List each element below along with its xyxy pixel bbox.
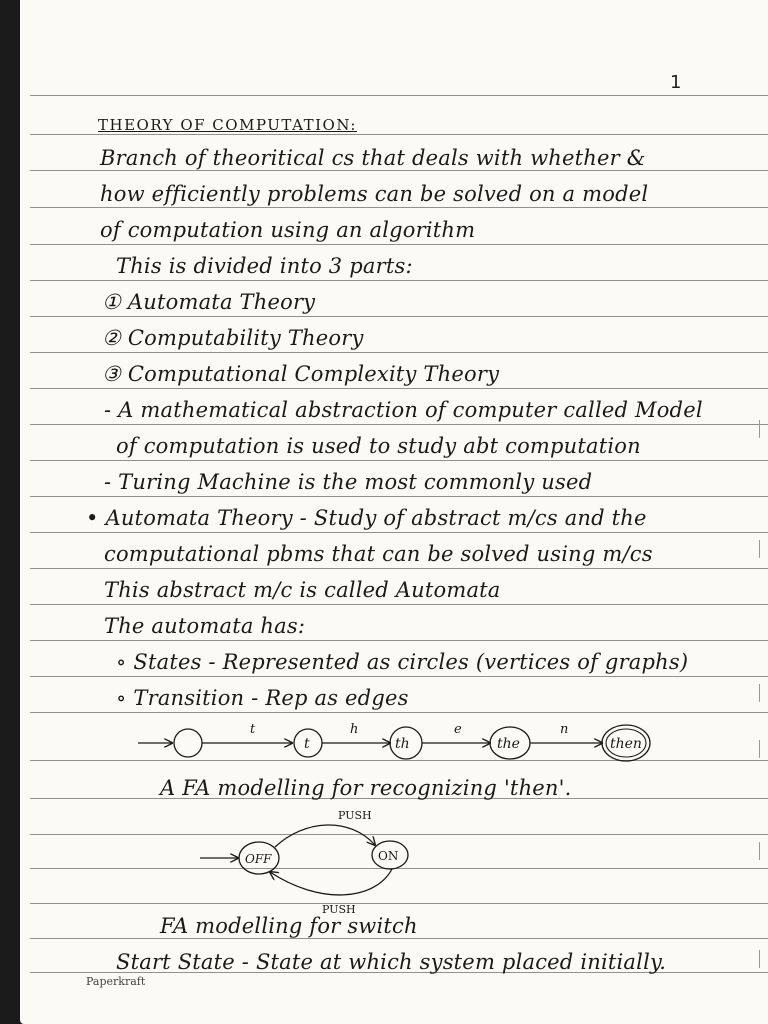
- ruled-line: [30, 676, 768, 677]
- list-item: ∘ Transition - Rep as edges: [116, 686, 409, 710]
- page-title: THEORY OF COMPUTATION:: [98, 116, 357, 134]
- text-line: of computation is used to study abt computation: [116, 434, 641, 458]
- page-number: 1: [670, 72, 682, 93]
- text-line: This abstract m/c is called Automata: [104, 578, 501, 602]
- fa-state-label: OFF: [245, 852, 272, 866]
- ruled-line: [30, 244, 768, 245]
- notebook-page: [20, 0, 768, 1024]
- ruled-line: [30, 95, 768, 96]
- ruled-line: [30, 424, 768, 425]
- fa-transition-label: PUSH: [322, 903, 356, 916]
- ruled-line: [30, 134, 768, 135]
- margin-mark: [759, 684, 764, 702]
- ruled-line: [30, 170, 768, 171]
- text-line: of computation using an algorithm: [100, 218, 476, 242]
- margin-mark: [759, 420, 764, 438]
- list-item: ③ Computational Complexity Theory: [102, 362, 500, 386]
- text-line: The automata has:: [104, 614, 306, 638]
- fa-transition-label: n: [560, 722, 569, 737]
- fa-state-label: then: [610, 736, 642, 752]
- ruled-line: [30, 316, 768, 317]
- diagram-caption: FA modelling for switch: [160, 914, 418, 938]
- margin-mark: [759, 540, 764, 558]
- text-line: - Turing Machine is the most commonly used: [104, 470, 593, 494]
- fa-state-label: th: [395, 736, 410, 752]
- fa-state-label: t: [304, 736, 310, 752]
- text-line: how efficiently problems can be solved on a model: [100, 182, 649, 206]
- fa-transition-push-on: [275, 825, 375, 847]
- fa-transition-label: h: [350, 722, 359, 737]
- fa-transition-push-off: [270, 869, 392, 895]
- text-line: Branch of theoritical cs that deals with whether &: [100, 146, 646, 170]
- text-line: • Automata Theory - Study of abstract m/cs and the: [86, 506, 647, 530]
- list-item: ② Computability Theory: [102, 326, 364, 350]
- fa-transition-label: e: [454, 722, 462, 737]
- fa-transition-label: PUSH: [338, 809, 372, 822]
- ruled-line: [30, 496, 768, 497]
- margin-mark: [759, 950, 764, 968]
- fa-switch-diagram: [20, 805, 768, 915]
- ruled-line: [30, 388, 768, 389]
- ruled-line: [30, 938, 768, 939]
- diagram-caption: A FA modelling for recognizing 'then'.: [160, 776, 572, 800]
- fa-transition-label: t: [250, 722, 256, 737]
- ruled-line: [30, 640, 768, 641]
- fa-state: [174, 729, 202, 757]
- fa-state-label: ON: [378, 849, 399, 863]
- page-shadow: [0, 0, 20, 1024]
- ruled-line: [30, 460, 768, 461]
- text-line: This is divided into 3 parts:: [116, 254, 413, 278]
- fa-state-label: the: [497, 736, 520, 752]
- ruled-line: [30, 712, 768, 713]
- ruled-line: [30, 280, 768, 281]
- text-line: - A mathematical abstraction of computer called Model: [104, 398, 703, 422]
- text-line: Start State - State at which system placed initially.: [116, 950, 667, 974]
- ruled-line: [30, 604, 768, 605]
- ruled-line: [30, 207, 768, 208]
- text-line: computational pbms that can be solved using m/cs: [104, 542, 653, 566]
- list-item: ∘ States - Represented as circles (vertices of graphs): [116, 650, 689, 674]
- ruled-line: [30, 568, 768, 569]
- brand-logo: Paperkraft: [86, 975, 146, 988]
- ruled-line: [30, 532, 768, 533]
- ruled-line: [30, 352, 768, 353]
- list-item: ① Automata Theory: [102, 290, 316, 314]
